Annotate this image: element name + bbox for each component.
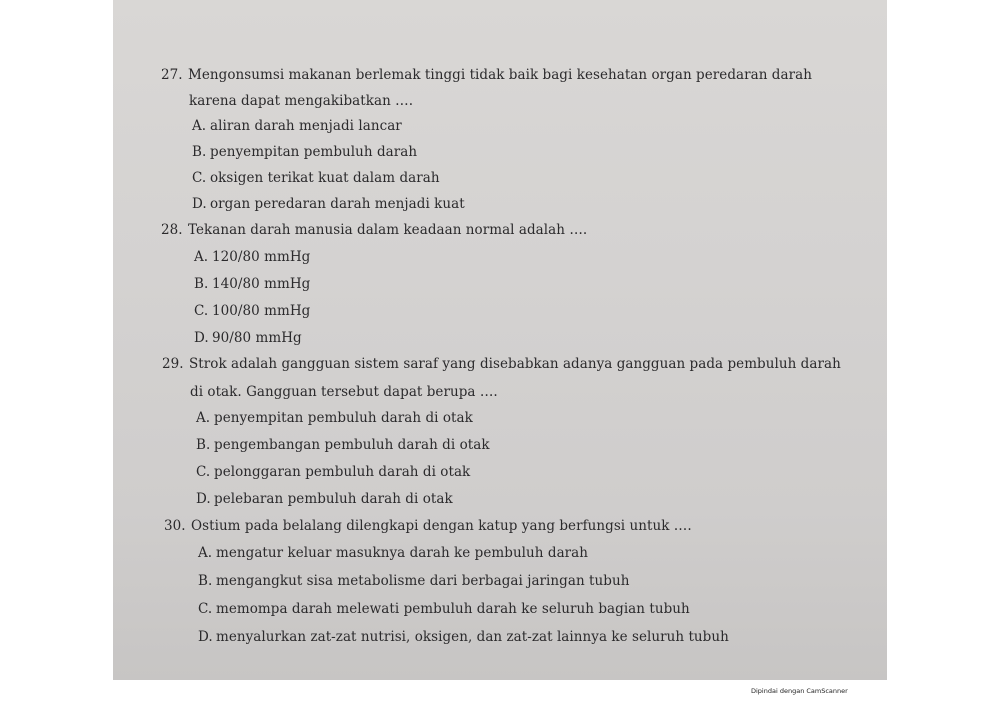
option-letter: B.	[196, 437, 211, 453]
question-27-line-2: karena dapat mengakibatkan ….	[189, 93, 414, 109]
option-29-b	[196, 437, 490, 453]
option-letter: C.	[194, 303, 209, 319]
option-29-a	[196, 410, 473, 426]
option-30-a	[198, 545, 588, 561]
option-text: penyempitan pembuluh darah di otak	[214, 410, 473, 426]
option-text: 140/80 mmHg	[212, 276, 311, 292]
question-30-line-1	[164, 518, 692, 534]
option-letter: A.	[194, 249, 209, 265]
option-text: pelonggaran pembuluh darah di otak	[214, 464, 471, 480]
option-27-b	[192, 144, 417, 160]
option-text: pengembangan pembuluh darah di otak	[214, 437, 490, 453]
option-letter: D.	[196, 491, 211, 507]
question-27-line-1	[161, 67, 812, 83]
option-30-d	[198, 629, 729, 645]
option-text: menyalurkan zat-zat nutrisi, oksigen, dan zat-zat lainnya ke seluruh tubuh	[216, 629, 729, 645]
option-text: mengangkut sisa metabolisme dari berbagai jaringan tubuh	[216, 573, 630, 589]
option-letter: A.	[192, 118, 207, 134]
option-text: pelebaran pembuluh darah di otak	[214, 491, 453, 507]
option-27-a	[192, 118, 402, 134]
option-text: 90/80 mmHg	[212, 330, 302, 346]
option-27-c	[192, 170, 440, 186]
option-text: mengatur keluar masuknya darah ke pembuluh darah	[216, 545, 589, 561]
question-text: Strok adalah gangguan sistem saraf yang disebabkan adanya gangguan pada pembuluh darah	[189, 356, 841, 372]
question-text: Ostium pada belalang dilengkapi dengan katup yang berfungsi untuk ….	[191, 518, 692, 534]
question-29-line-2: di otak. Gangguan tersebut dapat berupa ….	[190, 384, 498, 400]
option-29-c	[196, 464, 470, 480]
option-30-b	[198, 573, 629, 589]
question-text: Mengonsumsi makanan berlemak tinggi tidak baik bagi kesehatan organ peredaran darah	[188, 67, 812, 83]
option-letter: B.	[198, 573, 213, 589]
option-28-c	[194, 303, 310, 319]
option-text: memompa darah melewati pembuluh darah ke seluruh bagian tubuh	[216, 601, 690, 617]
option-letter: D.	[194, 330, 209, 346]
question-number: 27.	[161, 67, 183, 83]
option-letter: C.	[198, 601, 213, 617]
question-29-line-1	[162, 356, 841, 372]
option-28-b	[194, 276, 310, 292]
option-text: oksigen terikat kuat dalam darah	[210, 170, 440, 186]
option-28-d	[194, 330, 302, 346]
question-number: 30.	[164, 518, 186, 534]
scanned-page	[113, 0, 887, 680]
question-number: 29.	[162, 356, 184, 372]
option-28-a	[194, 249, 310, 265]
option-letter: D.	[192, 196, 207, 212]
question-number: 28.	[161, 222, 183, 238]
option-text: 120/80 mmHg	[212, 249, 311, 265]
option-text: penyempitan pembuluh darah	[210, 144, 418, 160]
scanner-footer-note: Dipindai dengan CamScanner	[751, 687, 848, 695]
option-29-d	[196, 491, 453, 507]
option-27-d	[192, 196, 465, 212]
option-letter: B.	[192, 144, 207, 160]
option-letter: C.	[192, 170, 207, 186]
option-letter: C.	[196, 464, 211, 480]
option-letter: A.	[198, 545, 213, 561]
option-text: organ peredaran darah menjadi kuat	[210, 196, 465, 212]
option-text: aliran darah menjadi lancar	[210, 118, 402, 134]
option-letter: B.	[194, 276, 209, 292]
option-letter: A.	[196, 410, 211, 426]
question-28-line-1	[161, 222, 587, 238]
option-text: 100/80 mmHg	[212, 303, 311, 319]
question-text: Tekanan darah manusia dalam keadaan normal adalah ….	[188, 222, 588, 238]
option-30-c	[198, 601, 690, 617]
option-letter: D.	[198, 629, 213, 645]
